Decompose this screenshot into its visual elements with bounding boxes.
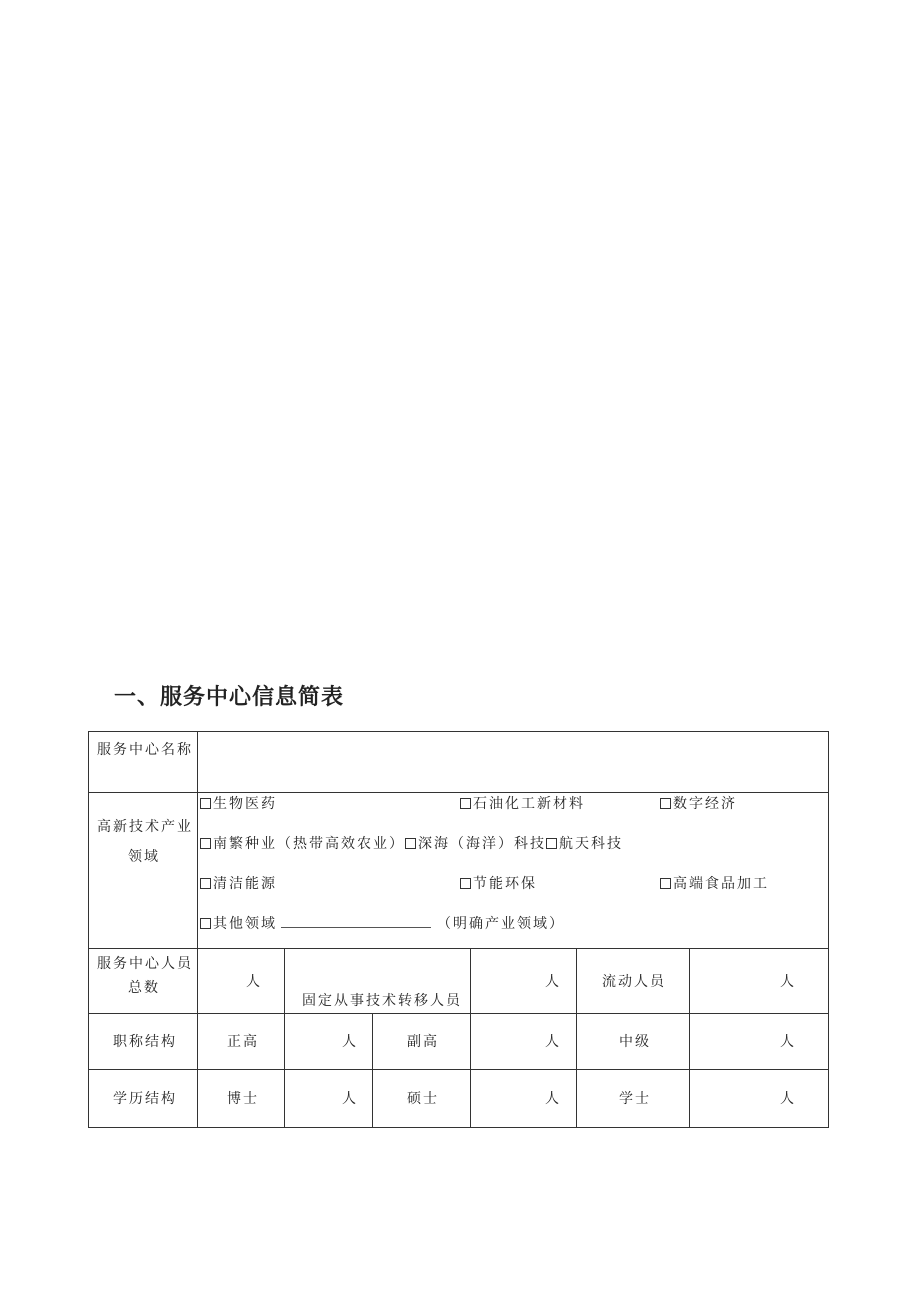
master-label: 硕士 xyxy=(407,1091,439,1107)
checkbox-icon[interactable] xyxy=(200,918,211,929)
checkbox-icon[interactable] xyxy=(546,838,557,849)
option-row2 xyxy=(200,835,623,853)
option-deep-sea[interactable]: 深海（海洋）科技 xyxy=(405,836,546,852)
column-divider xyxy=(576,948,577,1013)
column-divider xyxy=(689,948,690,1013)
row-divider xyxy=(88,1069,829,1070)
mobile-staff-unit: 人 xyxy=(780,974,796,990)
checkbox-icon[interactable] xyxy=(460,798,471,809)
center-name-field[interactable] xyxy=(207,741,817,781)
column-divider xyxy=(689,1013,690,1128)
doctor-label: 博士 xyxy=(227,1091,259,1107)
option-aerospace[interactable]: 航天科技 xyxy=(546,836,623,852)
education-structure-label: 学历结构 xyxy=(113,1091,177,1107)
column-divider xyxy=(470,948,471,1013)
column-divider xyxy=(470,1013,471,1128)
row-divider xyxy=(88,948,829,949)
bachelor-unit: 人 xyxy=(780,1091,796,1107)
checkbox-icon[interactable] xyxy=(200,798,211,809)
industry-label: 高新技术产业 xyxy=(97,819,193,835)
option-energy-saving[interactable]: 节能环保 xyxy=(460,875,537,893)
staff-total-unit: 人 xyxy=(246,974,262,990)
column-divider xyxy=(576,1013,577,1128)
vice-senior-unit: 人 xyxy=(545,1034,561,1050)
option-food-processing[interactable]: 高端食品加工 xyxy=(660,875,769,893)
mobile-staff-label: 流动人员 xyxy=(602,974,666,990)
row-divider xyxy=(88,792,829,793)
staff-total-label: 服务中心人员 xyxy=(97,956,193,972)
doctor-unit: 人 xyxy=(342,1091,358,1107)
checkbox-icon[interactable] xyxy=(660,878,671,889)
center-name-label: 服务中心名称 xyxy=(97,742,193,758)
fixed-staff-label: 固定从事技术转移人员 xyxy=(302,993,462,1009)
staff-total-label-line2: 总数 xyxy=(128,980,160,996)
row-divider xyxy=(88,1013,829,1014)
middle-label: 中级 xyxy=(619,1034,651,1050)
middle-unit: 人 xyxy=(780,1034,796,1050)
senior-label: 正高 xyxy=(227,1034,259,1050)
title-structure-label: 职称结构 xyxy=(113,1034,177,1050)
option-biomedicine[interactable]: 生物医药 xyxy=(200,795,277,813)
section-heading: 一、服务中心信息简表 xyxy=(114,685,345,710)
master-unit: 人 xyxy=(545,1091,561,1107)
checkbox-icon[interactable] xyxy=(200,838,211,849)
bachelor-label: 学士 xyxy=(619,1091,651,1107)
checkbox-icon[interactable] xyxy=(660,798,671,809)
option-clean-energy[interactable]: 清洁能源 xyxy=(200,875,277,893)
option-petrochemical[interactable]: 石油化工新材料 xyxy=(460,795,585,813)
option-seed-industry[interactable]: 南繁种业（热带高效农业） xyxy=(200,836,405,852)
column-divider xyxy=(284,1013,285,1128)
option-other[interactable]: 其他领域 （明确产业领域） xyxy=(200,915,565,933)
industry-label-line2: 领域 xyxy=(128,849,160,865)
vice-senior-label: 副高 xyxy=(407,1034,439,1050)
checkbox-icon[interactable] xyxy=(200,878,211,889)
column-divider xyxy=(197,731,198,1128)
column-divider xyxy=(284,948,285,1013)
column-divider xyxy=(372,1013,373,1128)
fixed-staff-unit: 人 xyxy=(545,974,561,990)
other-field-blank[interactable] xyxy=(281,915,431,928)
checkbox-icon[interactable] xyxy=(460,878,471,889)
senior-unit: 人 xyxy=(342,1034,358,1050)
checkbox-icon[interactable] xyxy=(405,838,416,849)
option-digital-economy[interactable]: 数字经济 xyxy=(660,795,737,813)
